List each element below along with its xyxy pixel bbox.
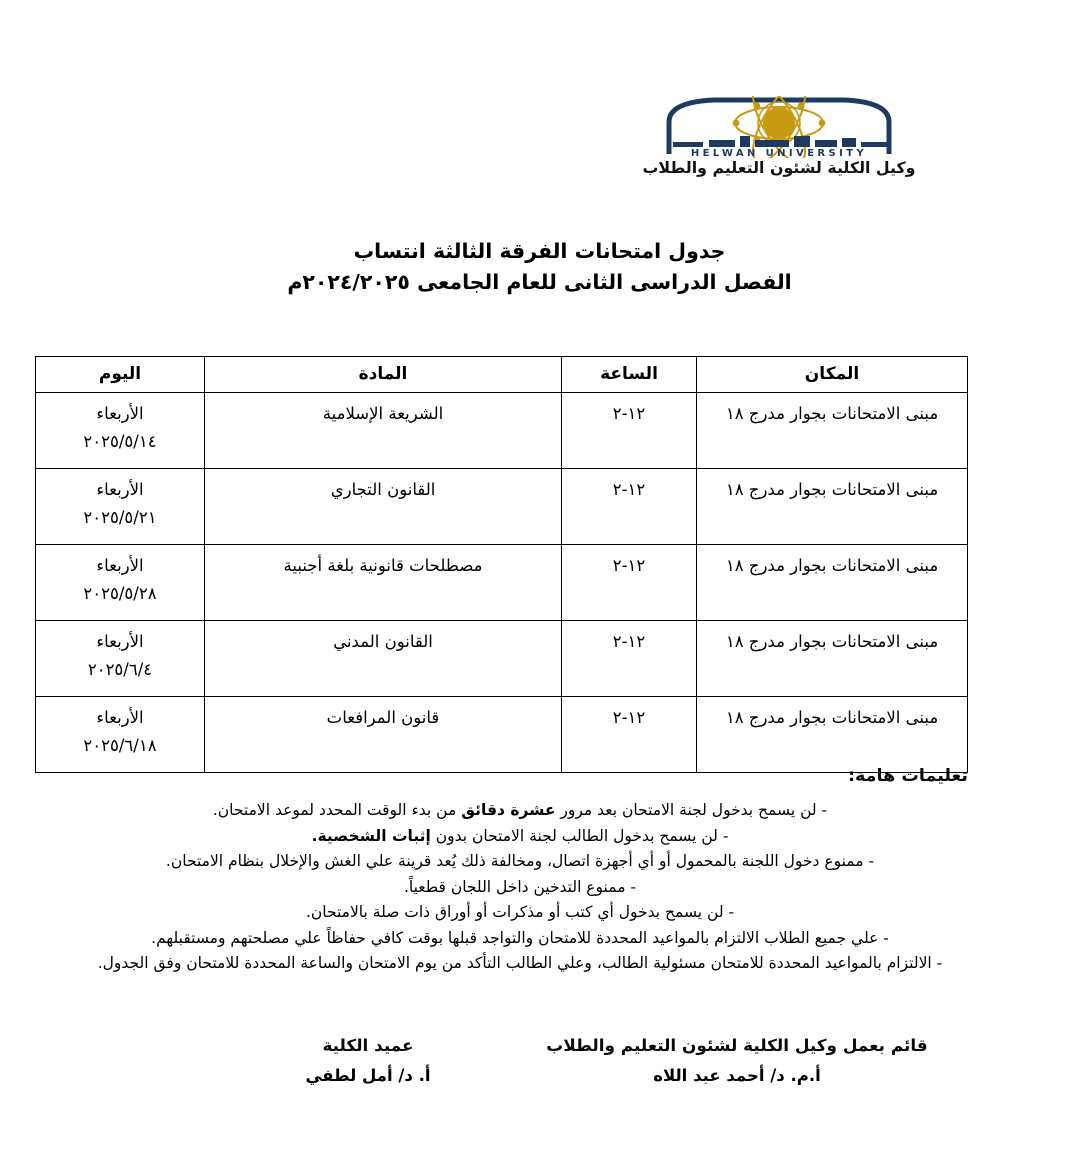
cell-subject: القانون التجاري: [205, 469, 562, 545]
exam-schedule-table: [35, 356, 968, 773]
day-date: ٢٠٢٥/٦/٤: [87, 660, 153, 679]
day-date: ٢٠٢٥/٥/١٤: [83, 432, 157, 451]
cell-subject: مصطلحات قانونية بلغة أجنبية: [205, 545, 562, 621]
signature-name: أ.م. د/ أحمد عبد اللاه: [653, 1066, 821, 1085]
table-row: [36, 697, 968, 773]
instruction-emphasis: إثبات الشخصية.: [311, 826, 431, 845]
instructions-title: تعليمات هامة:: [848, 766, 968, 786]
day-date: ٢٠٢٥/٥/٢٨: [83, 584, 157, 603]
title-line-2: الفصل الدراسى الثانى للعام الجامعى ٢٠٢٤/٢٠٢٥م: [287, 270, 792, 294]
day-name: الأربعاء: [96, 556, 144, 575]
signature-role: قائم بعمل وكيل الكلية لشئون التعليم والطلاب: [546, 1036, 928, 1055]
cell-hour: ١٢-٢: [562, 393, 697, 469]
day-name: الأربعاء: [96, 404, 144, 423]
column-header-day: اليوم: [36, 357, 205, 393]
cell-place: مبنى الامتحانات بجوار مدرج ١٨: [697, 697, 968, 773]
document-header: [629, 96, 929, 177]
cell-place: مبنى الامتحانات بجوار مدرج ١٨: [697, 545, 968, 621]
instruction-text-prefix: - الالتزام بالمواعيد المحددة للامتحان مسئولية الطالب، وعلي الطالب التأكد من يوم الامتحان والساعة المحددة للامتحان وفق الجدول.: [97, 954, 943, 972]
cell-day: [36, 393, 205, 469]
cell-hour: ١٢-٢: [562, 697, 697, 773]
cell-day: [36, 697, 205, 773]
table-row: [36, 393, 968, 469]
cell-place: مبنى الامتحانات بجوار مدرج ١٨: [697, 469, 968, 545]
signature-dean: [238, 1036, 498, 1085]
table-row: [36, 621, 968, 697]
day-name: الأربعاء: [96, 480, 144, 499]
cell-place: مبنى الامتحانات بجوار مدرج ١٨: [697, 621, 968, 697]
instruction-text-prefix: - ممنوع دخول اللجنة بالمحمول أو أي أجهزة اتصال، ومخالفة ذلك يُعد قرينة علي الغش والإخلال بنظام الامتحان.: [165, 852, 875, 870]
cell-hour: ١٢-٢: [562, 469, 697, 545]
table-header-row: [36, 357, 968, 393]
instruction-emphasis: عشرة دقائق: [461, 801, 556, 819]
day-date: ٢٠٢٥/٥/٢١: [83, 508, 157, 527]
instruction-text-prefix: - لن يسمح بدخول لجنة الامتحان بعد مرور: [555, 801, 828, 819]
instruction-item: [72, 824, 968, 850]
department-line: وكيل الكلية لشئون التعليم والطلاب: [642, 159, 916, 177]
cell-hour: ١٢-٢: [562, 621, 697, 697]
column-header-subject: المادة: [205, 357, 562, 393]
page-title: [0, 236, 1079, 298]
instruction-text-prefix: - لن يسمح بدخول أي كتب أو مذكرات أو أوراق ذات صلة بالامتحان.: [305, 903, 735, 921]
instruction-item: [72, 951, 968, 977]
instruction-item: [72, 900, 968, 926]
logo-wordmark-english: HELWAN UNIVERSITY: [690, 148, 868, 158]
instruction-item: [72, 875, 968, 901]
instruction-item: [72, 926, 968, 952]
instruction-text-prefix: - علي جميع الطلاب الالتزام بالمواعيد المحددة للامتحان والتواجد قبلها بوقت كافي حفاظاً علي مصلحتهم ومستقبلهم.: [151, 928, 889, 947]
signature-name: أ. د/ أمل لطفي: [305, 1066, 431, 1085]
day-name: الأربعاء: [96, 632, 144, 651]
signature-role: عميد الكلية: [322, 1036, 414, 1055]
cell-day: [36, 621, 205, 697]
table-row: [36, 545, 968, 621]
day-date: ٢٠٢٥/٦/١٨: [83, 736, 157, 755]
signature-vice-dean: [542, 1036, 932, 1085]
table-body: [36, 393, 968, 773]
instructions-list: [72, 798, 968, 977]
cell-subject: قانون المرافعات: [205, 697, 562, 773]
table-row: [36, 469, 968, 545]
instruction-item: [72, 798, 968, 824]
instruction-text-prefix: - لن يسمح بدخول الطالب لجنة الامتحان بدون: [430, 826, 729, 845]
cell-subject: الشريعة الإسلامية: [205, 393, 562, 469]
university-logo-svg: [639, 96, 919, 158]
instruction-text-suffix: من بدء الوقت المحدد لموعد الامتحان.: [212, 801, 462, 819]
column-header-place: المكان: [697, 357, 968, 393]
cell-day: [36, 469, 205, 545]
table-header: [36, 357, 968, 393]
cell-place: مبنى الامتحانات بجوار مدرج ١٨: [697, 393, 968, 469]
day-name: الأربعاء: [96, 708, 144, 727]
column-header-hour: الساعة: [562, 357, 697, 393]
cell-day: [36, 545, 205, 621]
instruction-item: [72, 849, 968, 875]
title-line-1: جدول امتحانات الفرقة الثالثة انتساب: [353, 239, 726, 263]
important-instructions: [72, 766, 968, 977]
helwan-university-logo: [639, 96, 919, 158]
exam-schedule-table-wrapper: [72, 356, 968, 773]
signature-block: [72, 1036, 968, 1126]
instruction-text-prefix: - ممنوع التدخين داخل اللجان قطعياً.: [403, 877, 637, 896]
cell-subject: القانون المدني: [205, 621, 562, 697]
cell-hour: ١٢-٢: [562, 545, 697, 621]
